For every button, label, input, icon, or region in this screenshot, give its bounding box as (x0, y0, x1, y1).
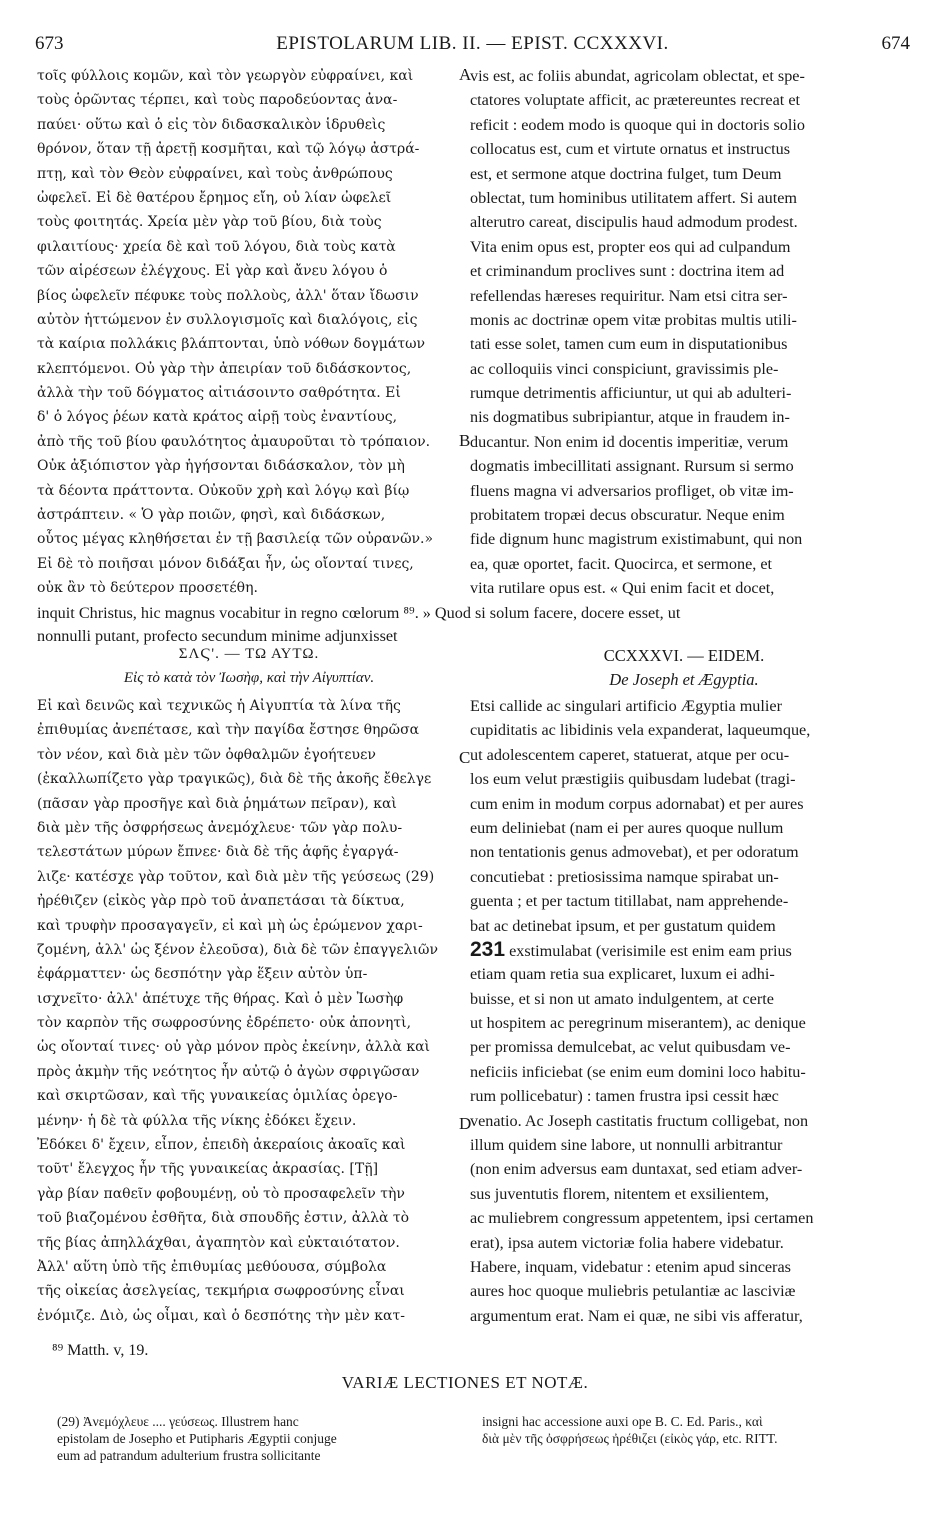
latin-text-line: non tentationis genus admovebat), et per odoratum (470, 843, 799, 862)
latin-text-line (470, 938, 898, 962)
latin-text-line: Habere, inquam, videbatur : etenim apud sinceras (470, 1257, 791, 1276)
latin-text-line: oblectat, tum hominibus utilitatem affert. Si autem (470, 188, 797, 207)
notes-column-right (482, 1413, 902, 1447)
greek-text-line: κλεπτόμενοι. Οὐ γὰρ τὴν ἀπειρίαν τοῦ διδάσκοντος, (37, 360, 412, 377)
latin-text-line: ut hospitem ac peregrinum miserantem), ac denique (470, 1014, 806, 1033)
margin-marker-b: B (459, 431, 471, 450)
latin-text-line: probitatem tropæi decus obscuratur. Neque enim (470, 506, 785, 525)
latin-text-line: monis ac doctrinæ opem vitæ probitas multis utili- (470, 310, 797, 329)
greek-text-line: τὰ δέοντα πράττοντα. Οὐκοῦν χρὴ καὶ λόγῳ καὶ βίῳ (37, 482, 410, 499)
margin-marker-d: D (459, 1114, 472, 1133)
greek-text-line: τῆς οἰκείας ἀσελγείας, τεκμήρια σωφροσύνης εἶναι (37, 1283, 405, 1300)
latin-text-line: bat ac detinebat ipsum, et per gustatum quidem (470, 916, 776, 935)
greek-text-line: τοὺς φοιτητάς. Χρεία μὲν γὰρ τοῦ βίου, διὰ τοὺς (37, 214, 382, 231)
latin-column-bottom (470, 694, 898, 1328)
greek-text-line: ἠρέθιζεν (εἰκὸς γὰρ πρὸ τοῦ ἀναπετάσαι τὰ δίκτυα, (37, 893, 405, 910)
greek-column-top (37, 64, 461, 601)
greek-text-line: τὸν καρπὸν τῆς σωφροσύνης ἐδρέπετο· οὐκ ἀπονητὶ, (37, 1015, 412, 1032)
latin-text-line: erat), ipsa autem victoriæ folia habere videbatur. (470, 1233, 784, 1252)
latin-text-line: venatio. Ac Joseph castitatis fructum colligebat, non (470, 1111, 809, 1130)
greek-text-line: ἐπιθυμίας ἀνεπέτασε, καὶ τὴν παγίδα ἔστησε θηρῶσα (37, 722, 420, 739)
footnote: ⁸⁹ Matth. v, 19. (52, 1342, 149, 1359)
latin-text-line: per promissa demulcebat, ac velut quibusdam ve- (470, 1038, 791, 1057)
greek-text-line: ἐνόμιζε. Διὸ, ὡς οἶμαι, καὶ ὁ δεσπότης τὴν μὲν κατ- (37, 1307, 405, 1324)
note-text-line: eum ad patrandum adulterium frustra sollicitante (57, 1448, 321, 1463)
greek-letter-number: ΣΛϚ'. — ΤΩ ΑΥΤΩ. (178, 646, 320, 662)
latin-text-line: etiam quam retia sua explicaret, luxum ei adhi- (470, 965, 775, 984)
greek-text-line: Εἰ δὲ τὸ ποιῆσαι μόνον διδάξαι ἦν, ὡς οἴονταί τινες, (37, 555, 414, 572)
latin-text-line: (non enim adversus eam duntaxat, sed etiam adver- (470, 1160, 803, 1179)
notes-title: VARIÆ LECTIONES ET NOTÆ. (341, 1373, 589, 1392)
latin-text-line: aures hoc quoque muliebris petulantiæ ac lasciviæ (470, 1282, 796, 1301)
running-head (35, 33, 910, 59)
greek-text-line: πρὸς ἀκμὴν τῆς νεότητος ἦν αὐτῷ ὁ ἀγὼν σφριγῶσαν (37, 1063, 420, 1080)
greek-text-line: ἀστράπτειν. « Ὁ γὰρ ποιῶν, φησὶ, καὶ διδάσκων, (37, 507, 386, 524)
greek-text-line: ἀπὸ τῆς τοῦ βίου φαυλότητος ἀμαυροῦται τὸ τρόπαιον. (37, 433, 431, 450)
margin-marker-c: C (459, 748, 471, 767)
latin-text-line: ducantur. Non enim id docentis imperitiæ, verum (470, 432, 789, 451)
running-title: EPISTOLARUM LIB. II. — EPIST. CCXXXVI. (276, 33, 669, 54)
latin-text-line: dogmatis imbecillitati assignant. Rursum si sermo (470, 457, 794, 476)
note-text-line: insigni hac accessione auxi ope B. C. Ed. Paris., καὶ (482, 1414, 763, 1429)
latin-text-line: vis est, ac foliis abundat, agricolam oblectat, et spe- (470, 67, 805, 85)
latin-text-line: concutiebat : pretiosissima namque spirabat un- (470, 867, 779, 886)
greek-text-line: ὡς οἴονταί τινες· οὐ γὰρ μόνον πρὸς ἐκείνην, ἀλλὰ καὶ (37, 1039, 431, 1056)
latin-text-line: alterutro careat, discipulis haud admodum prodest. (470, 213, 798, 232)
page-number-left: 673 (35, 33, 64, 54)
latin-text-line: ac muliebrem congressum appetentem, ipsi certamen (470, 1209, 814, 1228)
latin-column-top (470, 64, 898, 601)
latin-text-line: illum quidem sine labore, ut nonnulli arbitrantur (470, 1136, 783, 1155)
greek-text-line: τοὺς ὁρῶντας τέρπει, καὶ τοὺς παροδεύοντας ἀνα- (37, 92, 398, 109)
page-number-right: 674 (881, 33, 910, 54)
latin-letter-number: CCXXXVI. — EIDEM. (603, 646, 765, 665)
latin-text-line: reficit : eodem modo is quoque qui in doctoris solio (470, 115, 805, 134)
greek-text-line: οὐκ ἂν τὸ δεύτερον προσετέθη. (37, 580, 258, 597)
greek-text-line: (πᾶσαν γὰρ προσῆγε καὶ διὰ ῥημάτων πεῖραν), καὶ (37, 795, 397, 812)
greek-text-line: ἐφάρματτεν· ὡς δεσπότην γὰρ ἕξειν αὐτὸν ὑπ- (37, 966, 368, 983)
greek-text-line: φιλαιτίους· χρεία δὲ καὶ τοῦ λόγου, διὰ τοὺς κατὰ (37, 238, 396, 255)
note-text-line: (29) Ἀνεμόχλευε .... γεύσεως. Illustrem hanc (57, 1414, 299, 1429)
greek-text-line: γὰρ βίαν παθεῖν φοβουμένῃ, οὐ τὸ προσαφελεῖν τὴν (37, 1185, 405, 1202)
latin-text-line: rumque detrimentis afficiuntur, ut qui ab adulteri- (470, 384, 792, 403)
greek-column-bottom (37, 694, 461, 1328)
greek-text-line: θρόνον, ὅταν τῇ ἀρετῇ κοσμῆται, καὶ τῷ λόγῳ ἀστρά- (37, 141, 420, 158)
greek-text-line: τελεστάτων μύρων ἔπνεε· διὰ δὲ τῆς ἁφῆς ἐγαργά- (37, 844, 399, 861)
latin-text-line: refellendas hæreses requiritur. Nam etsi citra ser- (470, 286, 788, 305)
latin-text-line: cupiditatis ac libidinis vela expanderat, laqueumque, (470, 721, 811, 740)
notes-column-left (57, 1413, 467, 1464)
greek-text-line: ζομένη, ἀλλ' ὡς ξένον ἐλεοῦσα), διὰ δὲ τῶν ἐπαγγελιῶν (37, 941, 438, 958)
latin-text-line: vita rutilare opus est. « Qui enim facit et docet, (470, 579, 775, 598)
latin-text-line: et criminandum proclives sunt : doctrina item ad (470, 262, 785, 281)
greek-text-line: ὠφελεῖ. Εἰ δὲ θατέρου ἔρημος εἴη, οὐ λίαν ὠφελεῖ (37, 189, 392, 206)
greek-text-line: διὰ μὲν τῆς ὀσφρήσεως ἀνεμόχλευε· τῶν γὰρ πολυ- (37, 819, 403, 836)
greek-text-line: τὰ καίρια πολλάκις βλάπτονται, ὑπὸ νόθων δογμάτων (37, 336, 426, 353)
latin-text-line: collocatus est, cum et virtute ornatus et instructus (470, 140, 791, 159)
latin-letter-subtitle: De Joseph et Ægyptia. (609, 670, 759, 689)
greek-text-line: οὗτος μέγας κληθήσεται ἐν τῇ βασιλείᾳ τῶν οὐρανῶν.» (37, 531, 434, 548)
greek-text-line: βίος ὠφελεῖν πέφυκε τοὺς πολλοὺς, ἀλλ' ὅταν ἴδωσιν (37, 287, 419, 304)
greek-text-line: τῶν αἱρέσεων ἐλέγχους. Εἰ γὰρ καὶ ἄνευ λόγου ὁ (37, 263, 388, 280)
greek-text-line: καὶ σκιρτῶσαν, καὶ τῆς γυναικείας ὁμιλίας ὀρεγο- (37, 1088, 398, 1105)
greek-text-line: καὶ τρυφὴν προσαγαγεῖν, εἰ καὶ μὴ ὡς ἐρώμενον χαρι- (37, 917, 423, 934)
greek-letter-subtitle: Εἰς τὸ κατὰ τὸν Ἰωσὴφ, καὶ τὴν Αἰγυπτίαν. (123, 670, 375, 686)
greek-text-line: τὸν νέον, καὶ διὰ μὲν τῶν ὀφθαλμῶν ἐγοήτευεν (37, 746, 376, 763)
greek-text-line: πτῃ, καὶ τὸν Θεὸν εὐφραίνει, καὶ τοὺς ἀνθρώπους (37, 165, 393, 182)
latin-text-line: los eum velut præstigiis quibusdam ludebat (tragi- (470, 770, 796, 789)
latin-text-line: ut adolescentem caperet, statuerat, atque per ocu- (470, 745, 790, 764)
latin-text-line: cum enim in modum corpus adornabat) et per aures (470, 794, 804, 813)
latin-text-line: sus juventutis florem, nitentem et exsilientem, (470, 1184, 769, 1203)
greek-text-line: Ἐδόκει δ' ἔχειν, εἶπον, ἐπειδὴ ἀκεραίοις ἀκοαῖς καὶ (37, 1137, 406, 1154)
latin-text-line: neficiis inficiebat (se enim eum domini loco habitu- (470, 1062, 806, 1081)
latin-text-line: guenta ; et per tactum titillabat, nam apprehende- (470, 892, 789, 911)
greek-text-line: μένην· ἡ δὲ τὰ φύλλα τῆς νίκης ἐδόκει ἔχειν. (37, 1112, 357, 1129)
latin-text-line: Etsi callide ac singulari artificio Ægyptia mulier (470, 697, 782, 715)
note-text-line: epistolam de Josepho et Putipharis Ægyptii conjuge (57, 1431, 337, 1446)
greek-text-line: λιζε· κατέσχε γὰρ τοῦτον, καὶ διὰ μὲν τῆς γεύσεως (29) (37, 868, 435, 885)
greek-text-line: τοῦ βιαζομένου ἐσθῆτα, διὰ σπουδῆς ἐστιν, ἀλλὰ τὸ (37, 1210, 410, 1227)
greek-text-line: τῆς βίας ἀπηλλάχθαι, ἀγαπητὸν καὶ εὐκταιότατον. (37, 1234, 400, 1251)
greek-text-line: παύει· οὕτω καὶ ὁ εἰς τὸν διδασκαλικὸν ἱδρυθεὶς (37, 116, 386, 133)
latin-text-line: tati esse solet, tamen cum eum in disputationibus (470, 335, 788, 354)
latin-text-line: nis dogmatibus subripiantur, atque in fraudem in- (470, 408, 790, 427)
greek-text-line: ισχνεῖτο· ἀλλ' ἀπέτυχε τῆς θήρας. Καὶ ὁ μὲν Ἰωσὴφ (37, 990, 404, 1007)
latin-text-line: ac colloquiis vinci conspiciunt, gravissimis ple- (470, 359, 779, 378)
full-width-line-2: nonnulli putant, profecto secundum minime adjunxisset (37, 627, 398, 645)
text-line-content: exstimulabat (verisimile est enim eam prius (509, 941, 792, 960)
latin-text-line: argumentum erat. Nam ei quæ, ne sibi vis afferatur, (470, 1306, 803, 1325)
note-text-line: διὰ μὲν τῆς ὀσφρήσεως ἠρέθιζει (εἰκὸς γάρ, etc. RITT. (482, 1431, 778, 1446)
latin-text-line: fluens magna vi adversarios profliget, ob vitæ im- (470, 481, 794, 500)
greek-text-line: ἀλλὰ τὴν τοῦ δόγματος αἰτιάσοιντο σαθρότητα. Εἰ (37, 385, 401, 402)
latin-text-line: fide dignum hunc magistrum existimabunt, qui non (470, 530, 803, 549)
greek-text-line: (ἐκαλλωπίζετο γὰρ τραγικῶς), διὰ δὲ τῆς ἀκοῆς ἔθελγε (37, 771, 432, 788)
greek-text-line: δ' ὁ λόγος ῥέων κατὰ κράτος αἱρῇ τοὺς ἐναντίους, (37, 409, 398, 426)
greek-text-line: Εἰ καὶ δεινῶς καὶ τεχνικῶς ἡ Αἰγυπτία τὰ λίνα τῆς (37, 698, 401, 714)
latin-text-line: eum deliniebat (nam ei per aures quoque nullum (470, 818, 784, 837)
full-width-line-1: inquit Christus, hic magnus vocabitur in regno cœlorum ⁸⁹. » Quod si solum facere, docere esset, ut (37, 604, 681, 622)
margin-marker-a: A (459, 65, 472, 84)
greek-text-line: τοῖς φύλλοις κομῶν, καὶ τὸν γεωργὸν εὐφραίνει, καὶ (37, 68, 414, 84)
latin-text-line: ctatores voluptate afficit, ac prætereuntes recreat et (470, 91, 801, 110)
latin-text-line: est, et sermone atque doctrina fulget, tum Deum (470, 164, 782, 183)
latin-text-line: buisse, et si non ut amato indulgentem, at certe (470, 989, 774, 1008)
latin-text-line: Vita enim opus est, propter eos qui ad culpandum (470, 237, 791, 256)
greek-text-line: τοῦτ' ἔλεγχος ἦν τῆς γυναικείας ἀκρασίας. [Τῇ] (37, 1161, 379, 1178)
greek-text-line: Ἀλλ' αὕτη ὑπὸ τῆς ἐπιθυμίας μεθύουσα, σύμβολα (37, 1258, 387, 1275)
greek-text-line: Οὐκ ἀξιόπιστον γὰρ ἡγήσονται διδάσκαλον, τὸν μὴ (37, 458, 405, 475)
greek-text-line: αὐτὸν ἡττώμενον ἐν συλλογισμοῖς καὶ διαλόγοις, εἰς (37, 311, 418, 328)
latin-text-line: rum pollicebatur) : tamen frustra ipsi cessit hæc (470, 1087, 779, 1106)
latin-text-line: ea, quæ oportet, facit. Quocirca, et sermone, et (470, 554, 773, 573)
column-number: 231 (470, 937, 506, 961)
